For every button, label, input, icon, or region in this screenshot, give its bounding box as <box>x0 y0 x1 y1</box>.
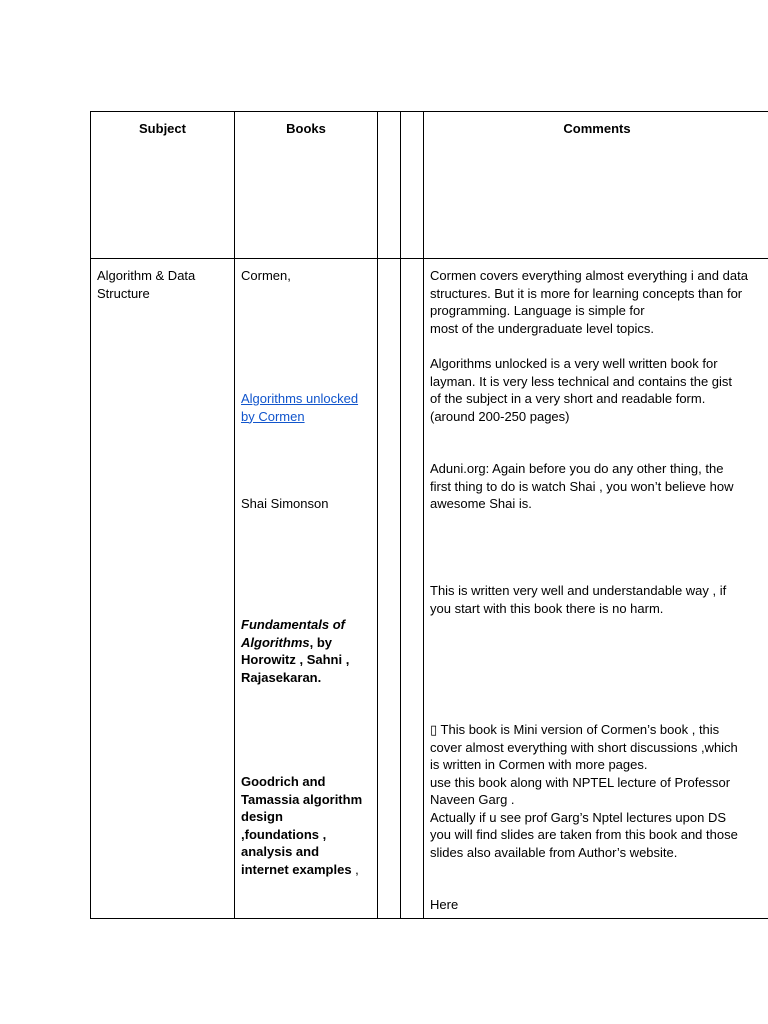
comment-line: (around 200-250 pages) <box>430 408 570 424</box>
book-shai-simonson: Shai Simonson <box>241 496 329 511</box>
comment-line: programming. Language is simple for <box>430 303 645 318</box>
book-algorithms-unlocked-link[interactable] <box>241 390 358 425</box>
book-author-text: , by <box>309 634 333 650</box>
comment-line: Aduni.org: Again before you do any other thing, the <box>430 461 724 476</box>
link-line: by Cormen <box>241 408 305 424</box>
book-line: Tamassia algorithm <box>241 791 363 807</box>
comment-line: Actually if u see prof Garg’s Nptel lectures upon DS <box>430 809 727 825</box>
book-fundamentals <box>241 616 349 686</box>
column-divider <box>377 112 378 918</box>
comment-line: you start with this book there is no harm. <box>430 600 664 616</box>
book-line: internet examples <box>241 861 352 877</box>
comment-here: Here <box>430 897 459 912</box>
book-author-text: Horowitz , Sahni , <box>241 652 350 667</box>
book-title-italic: Fundamentals of <box>241 617 346 632</box>
comment-algorithms-unlocked <box>430 355 732 425</box>
comment-aduni <box>430 460 734 513</box>
header-subject: Subject <box>139 121 186 136</box>
book-line: Goodrich and <box>241 774 326 789</box>
comment-line: slides also available from Author’s website. <box>430 844 678 860</box>
subject-line: Algorithm & Data <box>97 268 196 283</box>
comment-line: of the subject in a very short and readable form. <box>430 391 706 406</box>
comment-cormen <box>430 267 748 337</box>
book-cormen: Cormen, <box>241 268 291 283</box>
link-line: Algorithms unlocked <box>241 391 359 406</box>
comment-goodrich <box>430 721 738 861</box>
comment-line: ▯ This book is Mini version of Cormen’s book , this <box>430 722 720 737</box>
row-divider <box>91 258 768 259</box>
comment-line: Cormen covers everything almost everything i and data <box>430 268 748 283</box>
column-divider <box>234 112 235 918</box>
comment-line: This is written very well and understandable way , if <box>430 583 727 598</box>
header-books: Books <box>286 121 326 136</box>
comment-line: structures. But it is more for learning concepts than for <box>430 285 743 301</box>
header-comments: Comments <box>563 121 631 136</box>
comment-line: Naveen Garg . <box>430 792 515 807</box>
column-divider <box>400 112 401 918</box>
book-goodrich-tamassia <box>241 773 362 878</box>
book-title-italic: Algorithms <box>241 634 310 650</box>
comment-line: is written in Cormen with more pages. <box>430 757 648 772</box>
comment-line: cover almost everything with short discussions ,which <box>430 739 738 755</box>
comment-line: first thing to do is watch Shai , you won’t believe how <box>430 478 734 494</box>
comment-fundamentals <box>430 582 726 617</box>
comment-line: use this book along with NPTEL lecture of Professor <box>430 774 731 790</box>
column-divider <box>423 112 424 918</box>
comment-line: Algorithms unlocked is a very well written book for <box>430 356 718 371</box>
book-line-trailing: , <box>351 861 359 877</box>
book-line: ,foundations , <box>241 826 327 842</box>
book-line: design <box>241 809 283 824</box>
subject-line: Structure <box>97 285 150 301</box>
comment-line: layman. It is very less technical and contains the gist <box>430 373 733 389</box>
subject-cell <box>97 267 195 302</box>
book-line: analysis and <box>241 844 320 859</box>
comment-line: awesome Shai is. <box>430 496 532 511</box>
book-author-text: Rajasekaran. <box>241 669 322 685</box>
comment-line: you will find slides are taken from this book and those <box>430 827 738 842</box>
book-recommendation-table <box>90 111 768 919</box>
comment-line: most of the undergraduate level topics. <box>430 320 655 336</box>
